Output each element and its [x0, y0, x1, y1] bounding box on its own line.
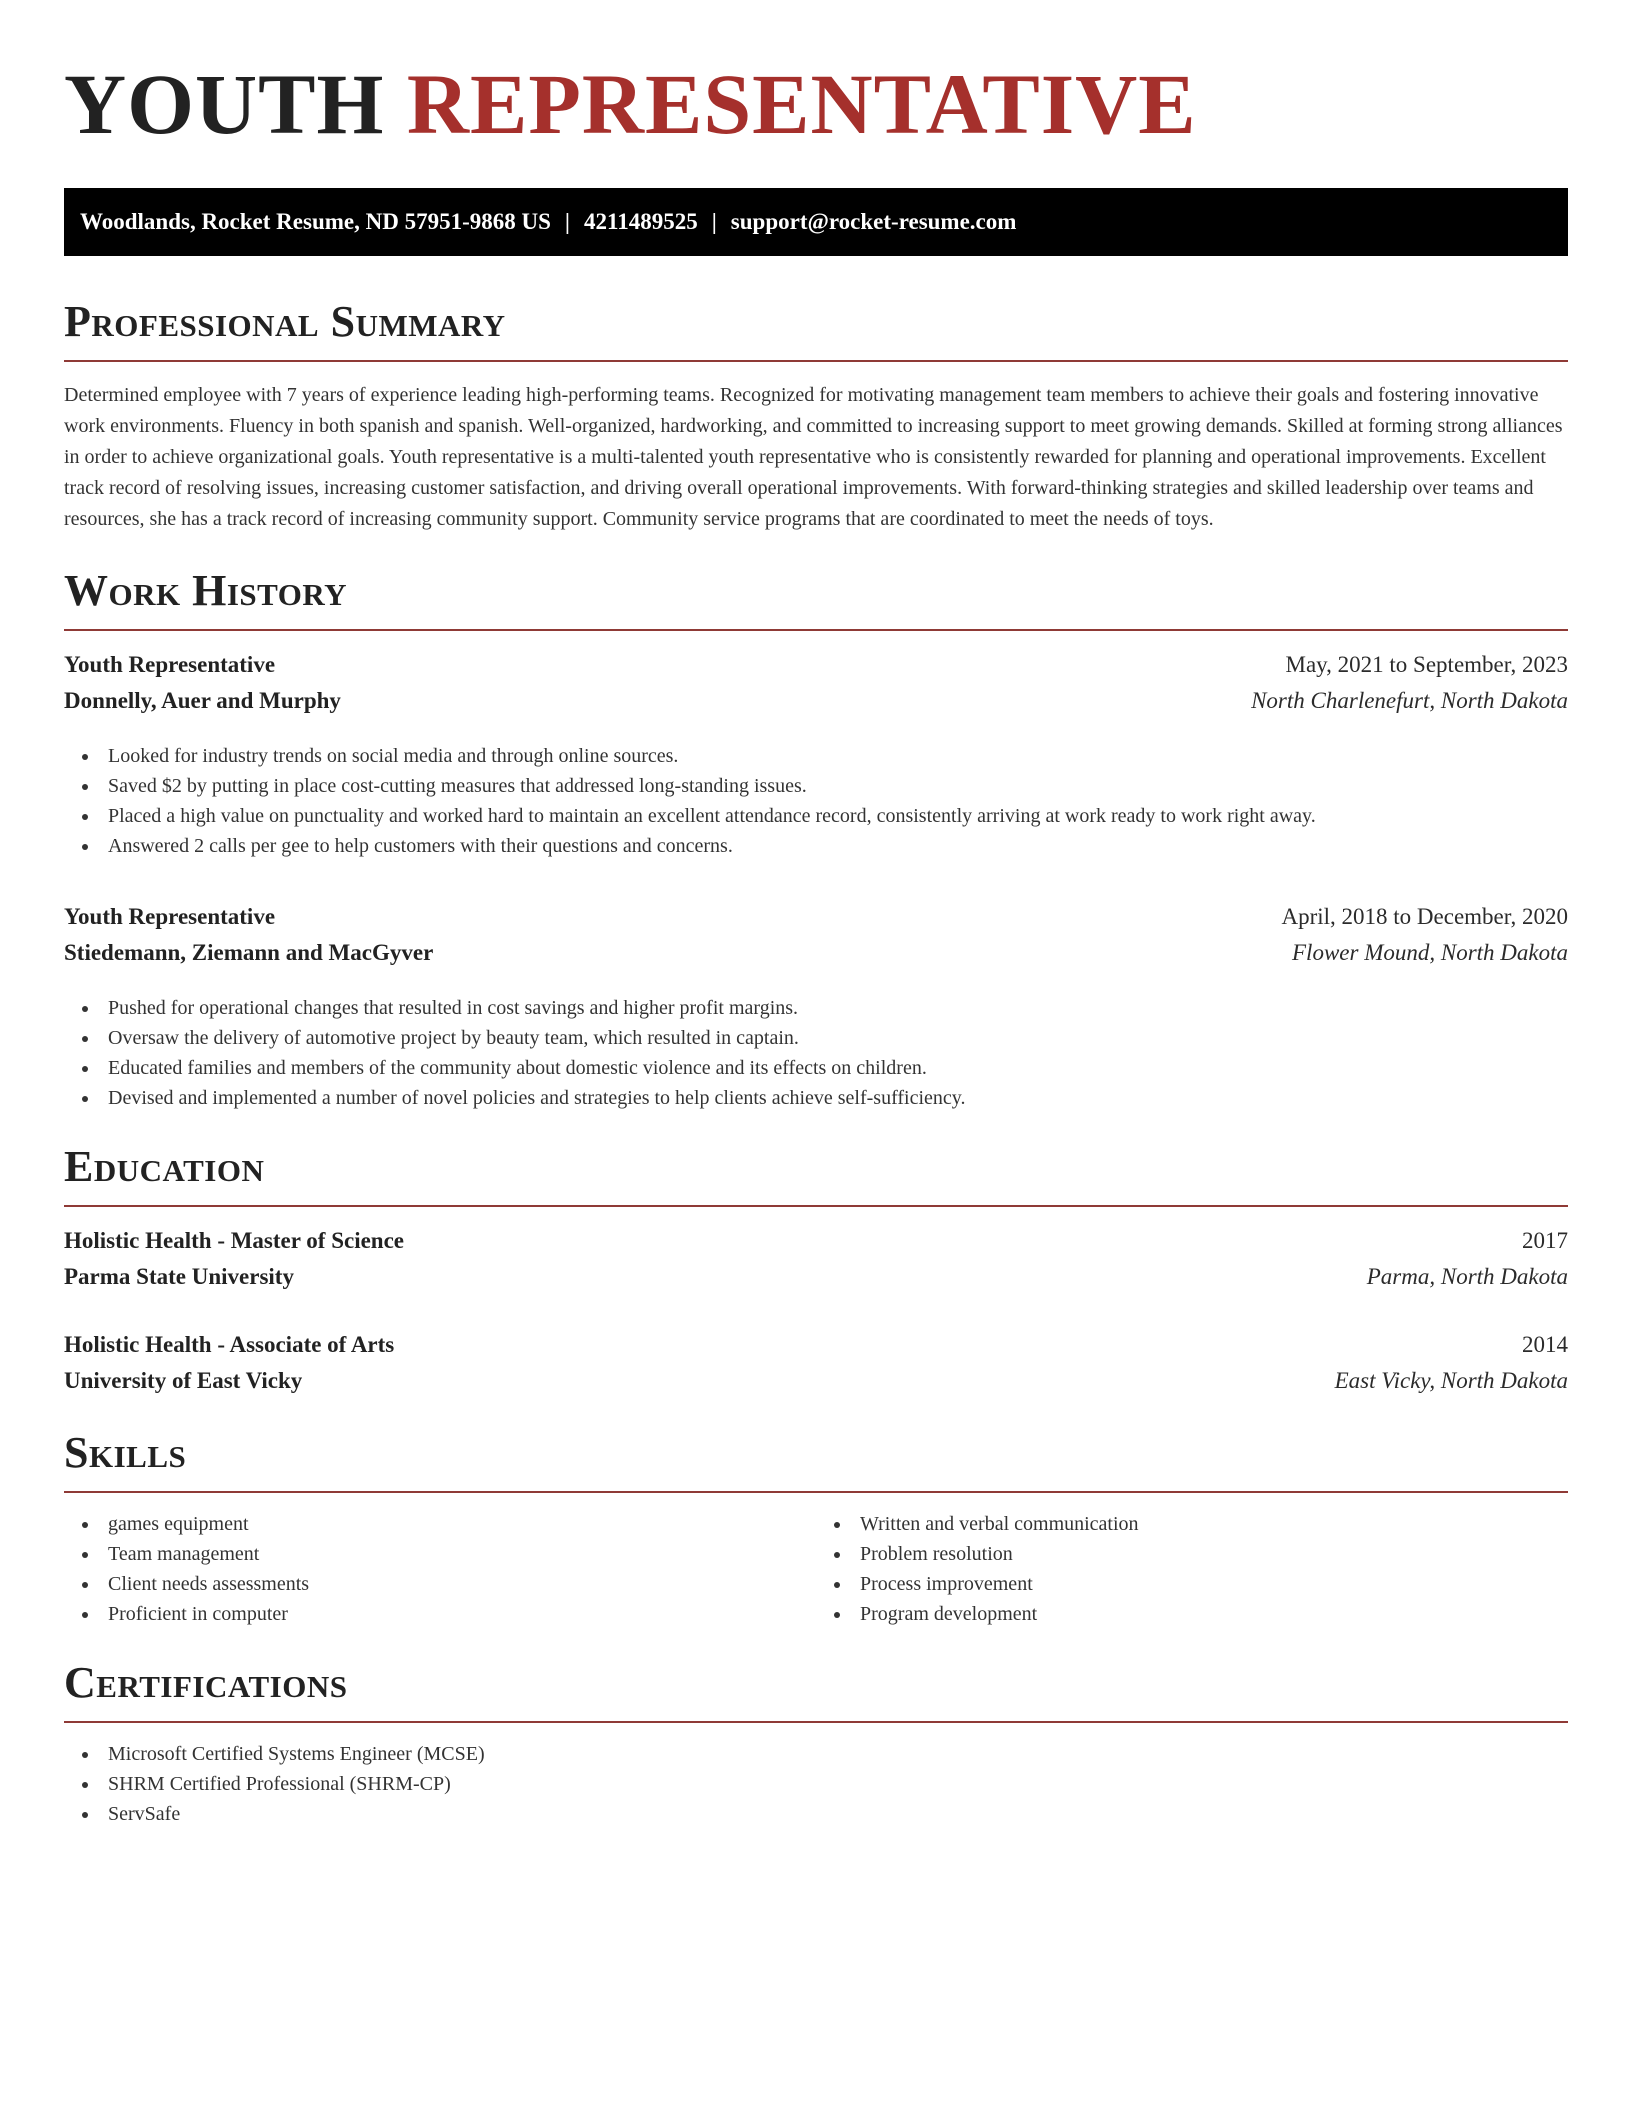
education-section	[64, 1141, 1568, 1399]
skills-list-left	[64, 1509, 816, 1629]
job-dates: May, 2021 to September, 2023	[1285, 652, 1568, 677]
section-divider	[64, 1721, 1568, 1723]
skills-list-right	[816, 1509, 1568, 1629]
job-bullet: Devised and implemented a number of novel policies and strategies to help clients achieve self-sufficiency.	[64, 1083, 1568, 1113]
contact-address: Woodlands, Rocket Resume, ND 57951-9868 US	[80, 209, 551, 234]
job-bullet: Answered 2 calls per gee to help customers with their questions and concerns.	[64, 831, 1568, 861]
skill-item: games equipment	[64, 1509, 816, 1539]
contact-separator: |	[564, 209, 570, 234]
skill-item: Problem resolution	[816, 1539, 1568, 1569]
education-year: 2017	[1522, 1228, 1568, 1253]
education-location: Parma, North Dakota	[1366, 1264, 1568, 1289]
skills-section	[64, 1427, 1568, 1629]
section-divider	[64, 1491, 1568, 1493]
skill-item: Written and verbal communication	[816, 1509, 1568, 1539]
education-location: East Vicky, North Dakota	[1334, 1368, 1568, 1393]
skill-item: Program development	[816, 1599, 1568, 1629]
job-company-row	[64, 935, 1568, 971]
job-bullet: Placed a high value on punctuality and worked hard to maintain an excellent attendance record, consistently arriving at work ready to work right away.	[64, 801, 1568, 831]
job-entry	[64, 647, 1568, 861]
summary-section	[64, 296, 1568, 535]
contact-phone: 4211489525	[583, 209, 698, 234]
education-entry	[64, 1327, 1568, 1399]
section-divider	[64, 360, 1568, 362]
job-bullet: Educated families and members of the community about domestic violence and its effects on children.	[64, 1053, 1568, 1083]
education-school: Parma State University	[64, 1264, 294, 1289]
job-location: Flower Mound, North Dakota	[1292, 940, 1568, 965]
job-bullet: Looked for industry trends on social media and through online sources.	[64, 741, 1568, 771]
job-header-row	[64, 647, 1568, 683]
job-company-row	[64, 683, 1568, 719]
education-degree: Holistic Health - Master of Science	[64, 1228, 405, 1253]
job-bullets	[64, 741, 1568, 861]
section-divider	[64, 629, 1568, 631]
section-title: Work History	[64, 566, 348, 615]
section-title: Certifications	[64, 1658, 348, 1707]
education-entry	[64, 1223, 1568, 1295]
job-bullet: Oversaw the delivery of automotive project by beauty team, which resulted in captain.	[64, 1023, 1568, 1053]
job-bullet: Pushed for operational changes that resulted in cost savings and higher profit margins.	[64, 993, 1568, 1023]
contact-email: support@rocket-resume.com	[730, 209, 1017, 234]
job-header-row	[64, 899, 1568, 935]
skill-item: Proficient in computer	[64, 1599, 816, 1629]
job-bullets	[64, 993, 1568, 1113]
education-school-row	[64, 1363, 1568, 1399]
job-bullet: Saved $2 by putting in place cost-cutting measures that addressed long-standing issues.	[64, 771, 1568, 801]
education-header-row	[64, 1327, 1568, 1363]
resume-name-heading	[64, 56, 1568, 152]
contact-separator: |	[711, 209, 717, 234]
job-role: Youth Representative	[64, 652, 276, 677]
skill-item: Process improvement	[816, 1569, 1568, 1599]
last-name: REPRESENTATIVE	[406, 56, 1197, 152]
certifications-list	[64, 1739, 1568, 1829]
section-divider	[64, 1205, 1568, 1207]
job-dates: April, 2018 to December, 2020	[1281, 904, 1568, 929]
certification-item: Microsoft Certified Systems Engineer (MCSE)	[64, 1739, 1568, 1769]
section-title: Education	[64, 1142, 265, 1191]
section-title: Skills	[64, 1428, 187, 1477]
summary-text: Determined employee with 7 years of experience leading high-performing teams. Recognized for motivating management team members to achieve their goals and fostering innovative work environments. Fluency in both spanish and spanish. Well-organized, hardworking, and committed to increasing support to meet growing demands. Skilled at forming strong alliances in order to achieve organizational goals. Youth representative is a multi-talented youth representative who is consistently rewarded for planning and operational improvements. Excellent track record of resolving issues, increasing customer satisfaction, and driving overall operational improvements. With forward-thinking strategies and skilled leadership over teams and resources, she has a track record of increasing community support. Community service programs that are coordinated to meet the needs of toys.	[64, 384, 1563, 530]
certification-item: SHRM Certified Professional (SHRM-CP)	[64, 1769, 1568, 1799]
skills-grid	[64, 1509, 1568, 1629]
education-school: University of East Vicky	[64, 1368, 303, 1393]
job-company: Donnelly, Auer and Murphy	[64, 688, 341, 713]
education-year: 2014	[1522, 1332, 1568, 1357]
section-title: Professional Summary	[64, 297, 506, 346]
education-school-row	[64, 1259, 1568, 1295]
job-company: Stiedemann, Ziemann and MacGyver	[64, 940, 434, 965]
contact-bar	[64, 188, 1568, 256]
work-history-section	[64, 565, 1568, 1113]
certifications-section	[64, 1657, 1568, 1829]
skill-item: Client needs assessments	[64, 1569, 816, 1599]
education-header-row	[64, 1223, 1568, 1259]
job-entry	[64, 899, 1568, 1113]
first-name: YOUTH	[64, 56, 385, 152]
skill-item: Team management	[64, 1539, 816, 1569]
job-location: North Charlenefurt, North Dakota	[1251, 688, 1568, 713]
certification-item: ServSafe	[64, 1799, 1568, 1829]
job-role: Youth Representative	[64, 904, 276, 929]
education-degree: Holistic Health - Associate of Arts	[64, 1332, 395, 1357]
